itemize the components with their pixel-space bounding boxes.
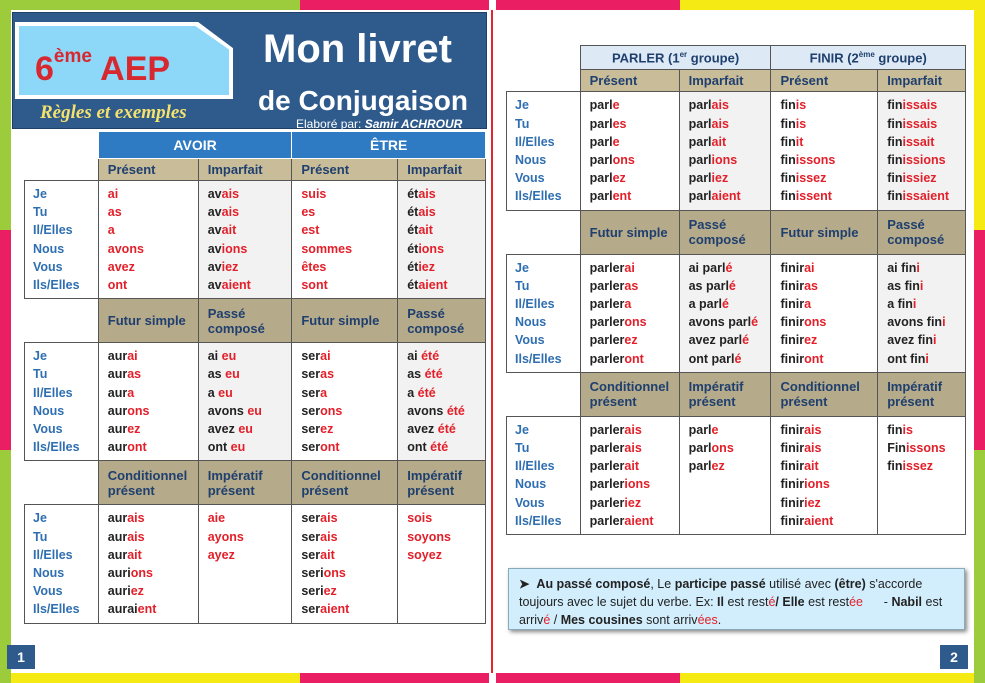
conjugated-form: finirez [780,333,818,348]
conjugated-form: parleront [589,351,644,366]
conjugated-form: seras [301,367,335,382]
tense-imparfait: Imparfait [398,159,486,181]
pronoun: Nous [515,477,547,492]
conjugated-form: ai [107,187,119,201]
pronoun: Il/Elles [515,134,555,149]
conjugated-form: parlions [688,152,738,167]
conjugated-form: aura [107,385,135,400]
conjugated-form: parle [589,134,620,149]
conjugated-form: finissent [780,189,832,204]
pronoun: Vous [515,333,545,348]
conjugated-form: parlaient [688,189,741,204]
conjugated-form: ont [107,278,128,293]
conjugated-form: parle [688,422,719,437]
pronoun: Tu [515,440,530,455]
pronoun: Ils/Elles [515,513,562,528]
conjugated-form: parlez [688,459,725,474]
conj-cell [771,92,878,210]
table-parler-finir [506,45,966,535]
pronoun: Je [515,260,529,275]
conjugated-form: aurez [107,422,141,437]
conj-cell [98,343,198,461]
pronoun: Vous [515,495,545,510]
tense-cond: Conditionnel présent [580,372,679,416]
pronoun: Tu [33,205,48,220]
conjugated-form: parlais [688,116,729,131]
conj-cell [878,416,966,534]
conjugated-form: as fini [887,278,924,293]
conjugated-form: sera [301,385,328,400]
conjugated-form: parlerai [589,260,635,275]
conjugated-form: a eu [207,385,233,400]
page-number: 1 [7,645,35,669]
conj-cell [771,254,878,372]
conjugated-form: as parlé [688,278,736,293]
conj-cell [771,416,878,534]
conjugated-form: ai eu [207,349,237,364]
pronoun: Nous [515,152,547,167]
pronoun-list [25,343,99,461]
conjugated-form: auront [107,440,147,455]
book-title: Mon livret [263,27,452,71]
rule-note: ➤ Au passé composé, Le participe passé utilisé avec (être) s'accorde toujours avec le sujet du verbe. Ex: Il est resté/ Elle est restée - Nabil est arrivé / Mes cousines sont arrivées. [508,568,965,630]
pronoun: Tu [515,116,530,131]
conjugated-form: soyez [407,547,442,562]
pronoun: Ils/Elles [515,189,562,204]
conjugated-form: avons fini [887,315,946,330]
pronoun: Nous [33,241,65,256]
title-banner [12,12,487,129]
conjugated-form: ont parlé [688,351,742,366]
conjugated-form: étais [407,205,436,220]
conjugated-form: serais [301,511,338,526]
pronoun: Je [33,187,47,201]
pronoun: Il/Elles [33,385,73,400]
conj-cell [98,181,198,299]
pronoun: Il/Elles [33,547,73,562]
tense-present: Présent [98,159,198,181]
tense-passe: Passé composé [398,299,486,343]
right-border-pink [974,230,985,450]
conjugated-form: finiront [780,351,824,366]
conj-cell [292,505,398,623]
conj-cell [679,254,771,372]
conjugated-form: sois [407,511,433,526]
tense-present: Présent [771,70,878,92]
left-border-pink [0,230,11,450]
tense-present: Présent [292,159,398,181]
level-label: 6ème AEP [35,45,171,88]
conjugated-form: parles [589,116,627,131]
pronoun-list [25,505,99,623]
conjugated-form: ont eu [207,440,246,455]
conjugated-form: a été [407,385,436,400]
conjugated-form: est [301,223,320,238]
conjugated-form: finirai [780,260,815,275]
conjugated-form: avez été [407,422,456,437]
tense-futur: Futur simple [292,299,398,343]
conjugated-form: serait [301,547,335,562]
verb-header-finir: FINIR (2ème groupe) [771,46,966,70]
conjugated-form: aurait [107,547,142,562]
conjugated-form: parlait [688,134,727,149]
conjugated-form: parlera [589,296,632,311]
conj-cell [580,254,679,372]
conjugated-form: finirions [780,477,830,492]
conjugated-form: avez eu [207,422,253,437]
tense-imparfait: Imparfait [878,70,966,92]
conjugated-form: parleras [589,278,639,293]
conj-cell [679,416,771,534]
conj-cell [98,505,198,623]
subtitle: Règles et exemples [40,102,187,123]
pronoun: Je [33,349,47,364]
conjugated-form: finissais [887,98,938,113]
conj-cell [292,181,398,299]
pronoun: Vous [515,171,545,186]
pronoun: Je [515,98,529,113]
pronoun: Il/Elles [515,459,555,474]
tense-passe: Passé composé [878,210,966,254]
conjugated-form: sommes [301,241,353,256]
page-number: 2 [940,645,968,669]
conjugated-form: était [407,223,433,238]
page-spine [491,10,493,673]
conjugated-form: parlais [688,98,729,113]
conjugated-form: finira [780,296,812,311]
conjugated-form: finis [887,422,913,437]
conjugated-form: finissaient [887,189,950,204]
conjugated-form: avons parlé [688,315,759,330]
conjugated-form: seront [301,440,340,455]
conjugated-form: a parlé [688,296,729,311]
conj-cell [679,92,771,210]
conjugated-form: aurais [107,511,145,526]
conjugated-form: aurais [107,529,145,544]
conjugated-form: avait [207,223,237,238]
conjugated-form: avais [207,187,240,201]
conjugated-form: seriez [301,584,337,599]
conjugated-form: avons été [407,403,465,418]
tense-imper: Impératif présent [198,461,292,505]
conjugated-form: étiez [407,259,436,274]
tense-present: Présent [580,70,679,92]
conjugated-form: parlerait [589,459,639,474]
conjugated-form: auriez [107,584,144,599]
conj-cell [878,254,966,372]
pronoun: Ils/Elles [33,602,80,617]
conj-cell [292,343,398,461]
pronoun: Il/Elles [515,296,555,311]
tense-passe: Passé composé [679,210,771,254]
conjugated-form: ont été [407,440,449,455]
tense-imper: Impératif présent [878,372,966,416]
conjugated-form: parlerais [589,422,642,437]
conjugated-form: parleraient [589,513,654,528]
conjugated-form: parlons [589,152,635,167]
conjugated-form: finis [780,116,807,131]
conjugated-form: serais [301,529,338,544]
tense-futur: Futur simple [580,210,679,254]
tense-cond: Conditionnel présent [292,461,398,505]
pronoun: Tu [515,278,530,293]
conjugated-form: finissons [780,152,836,167]
book-title-line-2: de Conjugaison [258,85,468,116]
pronoun: Nous [33,566,65,581]
tense-passe: Passé composé [198,299,292,343]
pronoun-list [25,181,99,299]
conjugated-form: finiras [780,278,818,293]
conjugated-form: a fini [887,296,917,311]
conjugated-form: finis [780,98,807,113]
conj-cell [198,343,292,461]
verb-header-parler: PARLER (1er groupe) [580,46,771,70]
conjugated-form: parliez [688,171,729,186]
conjugated-form: ont fini [887,351,929,366]
pronoun: Vous [33,584,63,599]
conjugated-form: finissions [887,152,946,167]
conj-cell [580,92,679,210]
conjugated-form: étions [407,241,445,256]
conjugated-form: a [107,223,115,238]
verb-header-etre: ÊTRE [292,132,486,159]
pronoun: Je [515,422,529,437]
conjugated-form: parlerais [589,440,642,455]
conjugated-form: suis [301,187,327,201]
tense-imper: Impératif présent [398,461,486,505]
tense-futur: Futur simple [98,299,198,343]
conjugated-form: étaient [407,278,448,293]
pronoun: Ils/Elles [515,351,562,366]
conjugated-form: finissiez [887,171,937,186]
conjugated-form: aviez [207,259,239,274]
conjugated-form: ayez [207,547,235,562]
tense-cond: Conditionnel présent [771,372,878,416]
conjugated-form: finiriez [780,495,821,510]
conjugated-form: finirais [780,422,822,437]
pronoun: Je [33,511,47,526]
conjugated-form: serons [301,403,343,418]
conjugated-form: aurions [107,566,153,581]
conjugated-form: aie [207,511,226,526]
pronoun: Il/Elles [33,223,73,238]
conjugated-form: avons eu [207,403,262,418]
conjugated-form: avez parlé [688,333,750,348]
conj-cell [398,505,486,623]
conjugated-form: auras [107,367,142,382]
conjugated-form: as été [407,367,443,382]
conj-cell [878,92,966,210]
pronoun: Tu [33,367,48,382]
pronoun-list [507,254,581,372]
conjugated-form: avions [207,241,248,256]
top-border-green [0,0,300,10]
tense-imper: Impératif présent [679,372,771,416]
pronoun: Tu [33,529,48,544]
conjugated-form: finirait [780,459,819,474]
pronoun: Vous [33,422,63,437]
pronoun-list [507,92,581,210]
verb-header-avoir: AVOIR [98,132,292,159]
conjugated-form: aurons [107,403,150,418]
tense-cond: Conditionnel présent [98,461,198,505]
conjugated-form: aurai [107,349,138,364]
tense-imparfait: Imparfait [679,70,771,92]
conjugated-form: parlons [688,440,734,455]
conjugated-form: parlerions [589,477,651,492]
conjugated-form: serai [301,349,331,364]
conjugated-form: parlent [589,189,632,204]
conjugated-form: as eu [207,367,240,382]
conjugated-form: serions [301,566,346,581]
conjugated-form: avez fini [887,333,937,348]
pronoun: Nous [33,403,65,418]
conjugated-form: avons [107,241,144,256]
right-border-green [974,450,985,683]
conjugated-form: avaient [207,278,251,293]
conjugated-form: Finissons [887,440,946,455]
table-avoir-etre [24,131,486,624]
tense-futur: Futur simple [771,210,878,254]
page-2 [496,10,974,673]
pronoun: Nous [515,315,547,330]
tense-imparfait: Imparfait [198,159,292,181]
author-line: Elaboré par: Samir ACHROUR [296,117,463,131]
conjugated-form: finiraient [780,513,834,528]
conjugated-form: finirais [780,440,822,455]
conjugated-form: finissez [887,459,934,474]
conjugated-form: seraient [301,602,350,617]
arrow-bullet-icon: ➤ [519,577,537,591]
conjugated-form: auraient [107,602,157,617]
conjugated-form: étais [407,187,436,201]
conjugated-form: parleriez [589,495,642,510]
conjugated-form: ayons [207,529,244,544]
conjugated-form: finissez [780,171,827,186]
conjugated-form: parlerez [589,333,638,348]
conjugated-form: êtes [301,259,327,274]
conjugated-form: ai été [407,349,440,364]
conjugated-form: finit [780,134,804,149]
conjugated-form: sont [301,278,328,293]
conj-cell [198,505,292,623]
pronoun: Ils/Elles [33,278,80,293]
conjugated-form: avez [107,259,135,274]
page-1 [11,10,489,673]
conjugated-form: ai parlé [688,260,733,275]
conjugated-form: parlez [589,171,626,186]
pronoun: Ils/Elles [33,440,80,455]
conj-cell [398,343,486,461]
top-border-yellow [680,0,985,10]
pronoun: Vous [33,259,63,274]
conjugated-form: parlerons [589,315,647,330]
conjugated-form: finissait [887,134,935,149]
pronoun-list [507,416,581,534]
conjugated-form: es [301,205,316,220]
conjugated-form: ai fini [887,260,920,275]
conjugated-form: finirons [780,315,827,330]
conjugated-form: soyons [407,529,451,544]
conj-cell [398,181,486,299]
conj-cell [580,416,679,534]
conjugated-form: parle [589,98,620,113]
conj-cell [198,181,292,299]
conjugated-form: serez [301,422,334,437]
conjugated-form: as [107,205,122,220]
conjugated-form: finissais [887,116,938,131]
conjugated-form: avais [207,205,240,220]
